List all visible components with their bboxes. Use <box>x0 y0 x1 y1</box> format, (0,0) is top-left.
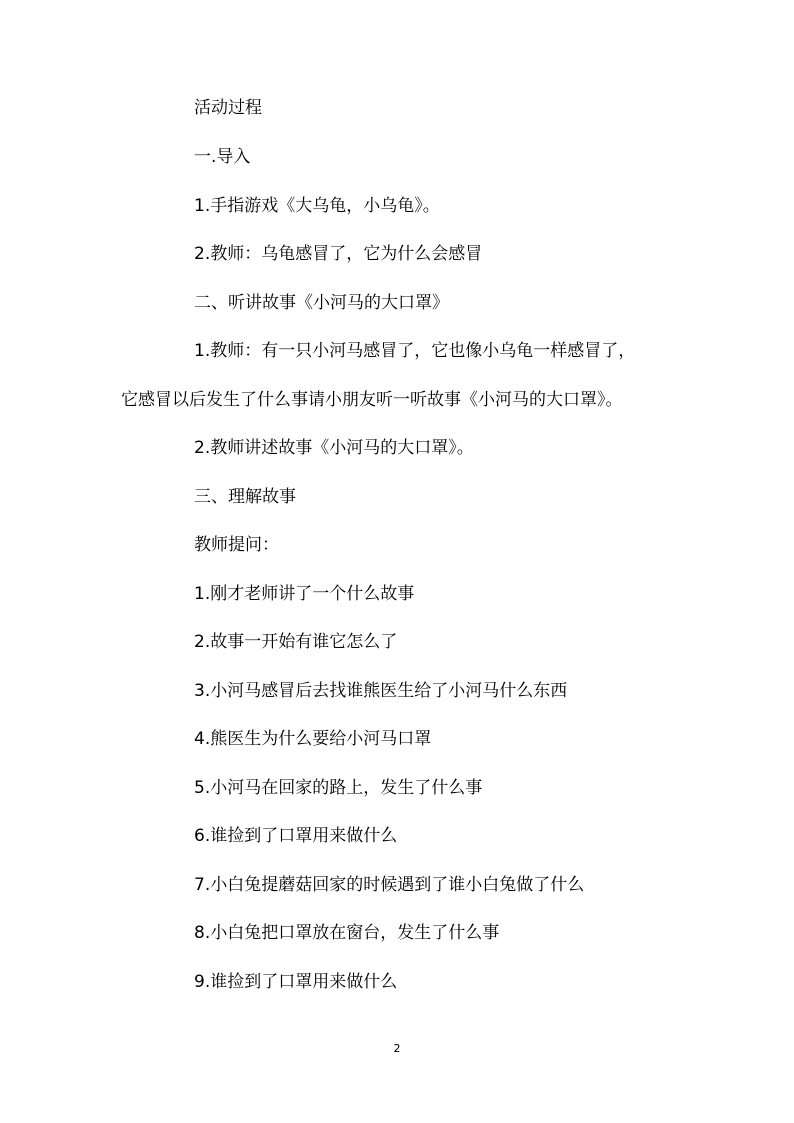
question-item: 1.刚才老师讲了一个什么故事 <box>194 584 415 604</box>
section-heading-introduction: 一.导入 <box>194 147 251 167</box>
page-number: 2 <box>393 1042 401 1055</box>
question-item: 3.小河马感冒后去找谁熊医生给了小河马什么东西 <box>194 681 568 701</box>
question-item: 4.熊医生为什么要给小河马口罩 <box>194 729 432 749</box>
paragraph-line: 它感冒以后发生了什么事请小朋友听一听故事《小河马的大口罩》。 <box>121 390 623 410</box>
question-item: 8.小白兔把口罩放在窗台，发生了什么事 <box>194 923 500 943</box>
paragraph-line: 1.教师：有一只小河马感冒了，它也像小乌龟一样感冒了， <box>194 341 636 361</box>
section-heading-understand: 三、理解故事 <box>194 487 296 507</box>
section-heading-story: 二、听讲故事《小河马的大口罩》 <box>194 293 449 313</box>
list-item: 2.教师：乌龟感冒了，它为什么会感冒 <box>194 244 483 264</box>
question-item: 5.小河马在回家的路上，发生了什么事 <box>194 778 483 798</box>
question-label: 教师提问： <box>194 535 279 555</box>
question-item: 6.谁捡到了口罩用来做什么 <box>194 826 398 846</box>
list-item: 2.教师讲述故事《小河马的大口罩》。 <box>194 438 474 458</box>
list-item: 1.手指游戏《大乌龟，小乌龟》。 <box>194 196 440 216</box>
question-item: 9.谁捡到了口罩用来做什么 <box>194 972 398 992</box>
question-item: 7.小白兔提蘑菇回家的时候遇到了谁小白兔做了什么 <box>194 875 585 895</box>
question-item: 2.故事一开始有谁它怎么了 <box>194 632 398 652</box>
section-heading-activity-process: 活动过程 <box>194 98 262 118</box>
